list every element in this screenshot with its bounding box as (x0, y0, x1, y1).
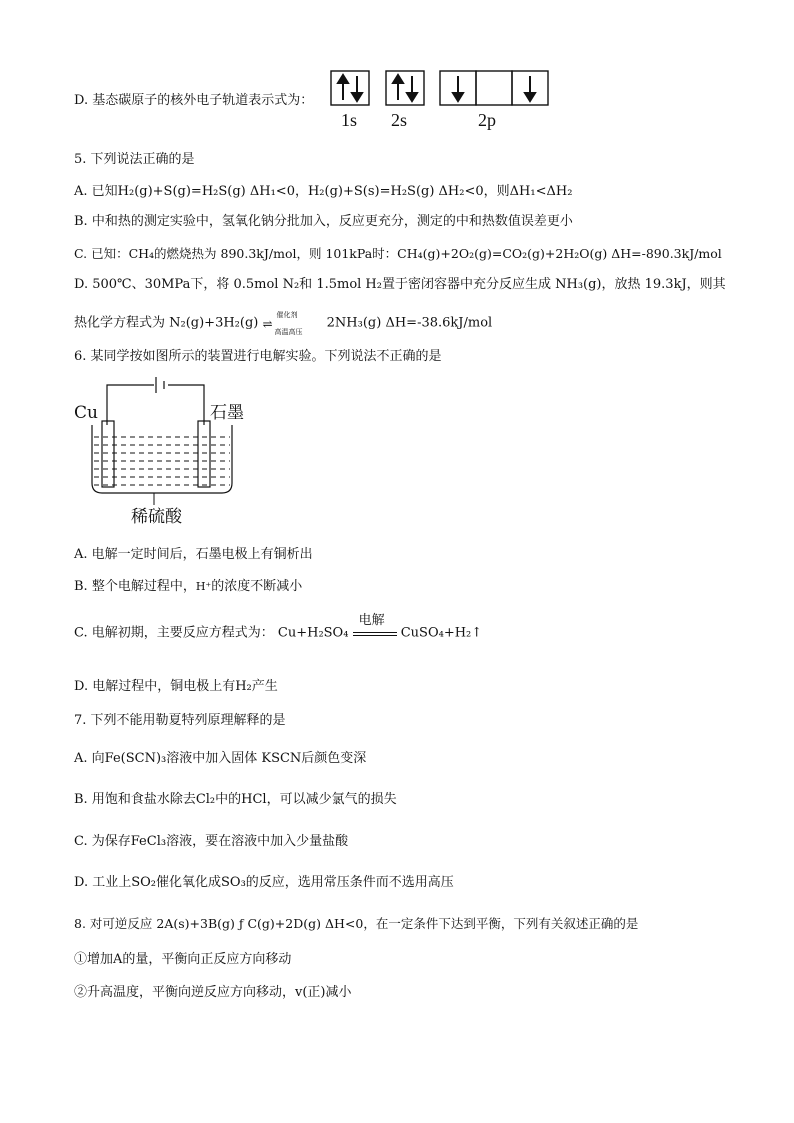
q8-item-1: ①增加A的量，平衡向正反应方向移动 (74, 952, 292, 967)
q6-option-b-post: 的浓度不断减小 (211, 579, 303, 594)
wire-left (107, 385, 154, 425)
diagram-label-cu: Cu (74, 403, 98, 423)
q8-item-2: ②升高温度，平衡向逆反应方向移动，v(正)减小 (74, 985, 352, 1000)
beaker (92, 425, 232, 493)
orbital-label-1s: 1s (341, 110, 358, 130)
q5-option-a: A. 已知H₂(g)+S(g)=H₂S(g) ΔH₁<0，H₂(g)+S(s)=H₂S(g) ΔH₂<0，则ΔH₁<ΔH₂ (74, 184, 573, 199)
q7-option-c: C. 为保存FeCl₃溶液，要在溶液中加入少量盐酸 (74, 834, 349, 849)
orbital-label-2p: 2p (478, 110, 496, 130)
q7-option-d: D. 工业上SO₂催化氧化成SO₃的反应，选用常压条件而不选用高压 (74, 875, 454, 890)
q6-option-c-pre: C. 电解初期，主要反应方程式为： (74, 625, 274, 641)
q5-eq-right: 2NH₃(g) ΔH=-38.6kJ/mol (326, 315, 493, 331)
q6-option-b (74, 578, 302, 596)
q7-option-b: B. 用饱和食盐水除去Cl₂中的HCl，可以减少氯气的损失 (74, 792, 397, 807)
arrow-condition-bottom: 高温高压 (274, 328, 303, 336)
q7-option-a: A. 向Fe(SCN)₃溶液中加入固体 KSCN后颜色变深 (74, 751, 367, 766)
q5-option-d-line1: D. 500℃、30MPa下，将 0.5mol N₂和 1.5mol H₂置于密闭容器中充分反应生成 NH₃(g)，放热 19.3kJ，则其 (74, 277, 726, 292)
equals-line-top (353, 632, 397, 633)
arrow-condition-top: 催化剂 (276, 311, 298, 319)
q6-option-a: A. 电解一定时间后，石墨电极上有铜析出 (74, 547, 313, 562)
q5-option-c: C. 已知：CH₄的燃烧热为 890.3kJ/mol，则 101kPa时：CH₄(g)+2O₂(g)=CO₂(g)+2H₂O(g) ΔH=-890.3kJ/mol (74, 246, 722, 261)
diagram-label-graphite: 石墨 (210, 403, 244, 423)
diagram-label-acid: 稀硫酸 (131, 507, 182, 527)
orbital-diagram (330, 70, 550, 110)
q6-option-b-pre: B. 整个电解过程中， (74, 579, 196, 594)
q6-option-c-right: CuSO₄+H₂↑ (400, 625, 483, 641)
q6-option-b-ion: H⁺ (195, 580, 212, 593)
q6-stem: 6. 某同学按如图所示的装置进行电解实验。下列说法不正确的是 (74, 349, 442, 364)
q6-option-c-left: Cu+H₂SO₄ (277, 625, 349, 641)
orbital-label-2s: 2s (391, 110, 408, 130)
electrolysis-sign (353, 613, 397, 642)
double-arrow-icon: ⇌ (262, 317, 273, 331)
orbital-box-2p-2 (476, 71, 512, 105)
q8-stem: 8. 对可逆反应 2A(s)+3B(g) ƒ C(g)+2D(g) ΔH<0，在一定条件下达到平衡，下列有关叙述正确的是 (74, 916, 639, 931)
wire-right (168, 385, 204, 425)
q6-option-c (74, 613, 483, 643)
q5-eq-left: 热化学方程式为 N₂(g)+3H₂(g) (74, 315, 259, 331)
reversible-arrow (262, 311, 323, 336)
q5-option-d-line2 (74, 311, 493, 336)
electrolysis-condition: 电解 (358, 613, 385, 628)
orbital-box-1s (331, 71, 369, 105)
q7-stem: 7. 下列不能用勒夏特列原理解释的是 (74, 713, 286, 728)
orbital-box-2s (386, 71, 424, 105)
q5-option-b: B. 中和热的测定实验中，氢氧化钠分批加入，反应更充分，测定的中和热数值误差更小 (74, 214, 573, 229)
q4-option-d: D. 基态碳原子的核外电子轨道表示式为： (74, 93, 314, 108)
equals-line-bottom (353, 635, 397, 636)
q6-option-d: D. 电解过程中，铜电极上有H₂产生 (74, 679, 278, 694)
q5-stem: 5. 下列说法正确的是 (74, 152, 195, 167)
